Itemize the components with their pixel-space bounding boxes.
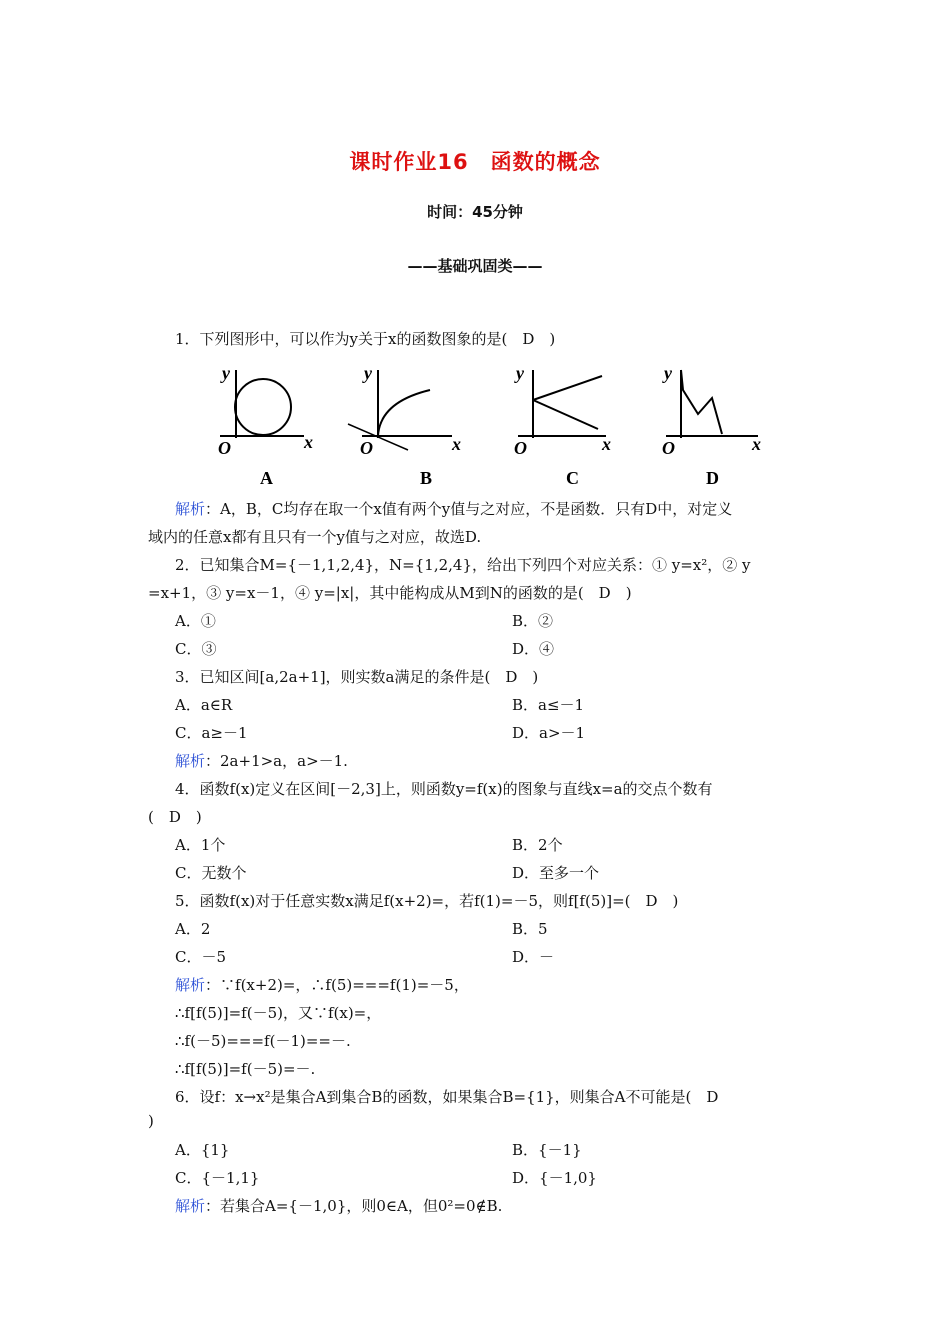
q3-option-d: D．a>－1 bbox=[512, 724, 586, 742]
time-limit: 时间：45分钟 bbox=[427, 203, 523, 221]
q4-stem-line2: ( D ) bbox=[148, 808, 202, 826]
graph-b-y-label: y bbox=[364, 363, 372, 383]
q5-option-c: C．－5 bbox=[175, 948, 227, 966]
section-heading: ——基础巩固类—— bbox=[407, 257, 543, 275]
q1-figures bbox=[200, 362, 770, 492]
q2-option-b: B．② bbox=[512, 612, 554, 630]
graph-c-y-label: y bbox=[516, 363, 524, 383]
q3-option-c: C．a≥－1 bbox=[175, 724, 248, 742]
q1-graphs bbox=[200, 362, 770, 492]
q5-option-b: B．5 bbox=[512, 920, 548, 938]
q4-option-c: C．无数个 bbox=[175, 864, 247, 882]
graph-a bbox=[218, 363, 313, 488]
graph-a-label: A bbox=[260, 468, 273, 488]
graph-d-origin: O bbox=[662, 438, 675, 458]
q2-stem-line1: 2．已知集合M={－1,1,2,4}，N={1,2,4}，给出下列四个对应关系：① y=x²，② y bbox=[175, 556, 751, 574]
graph-c-x-label: x bbox=[602, 434, 611, 454]
graph-a-origin: O bbox=[218, 438, 231, 458]
graph-d-x-label: x bbox=[752, 434, 761, 454]
q6-stem-line1: 6．设f：x→x²是集合A到集合B的函数，如果集合B={1}，则集合A不可能是( D bbox=[175, 1088, 719, 1106]
graph-b-x-label: x bbox=[452, 434, 461, 454]
q6-option-a: A．{1} bbox=[175, 1141, 230, 1159]
analysis-label: 解析 bbox=[175, 500, 206, 518]
graph-b-label: B bbox=[420, 468, 433, 488]
q5-analysis-line3: ∴f(－5)===f(－1)==－. bbox=[175, 1032, 351, 1050]
q6-stem-line2: ) bbox=[148, 1112, 154, 1130]
q4-option-b: B．2个 bbox=[512, 836, 563, 854]
q5-stem: 5．函数f(x)对于任意实数x满足f(x+2)=，若f(1)=－5，则f[f(5)]=( D ) bbox=[175, 892, 679, 910]
q3-stem: 3．已知区间[a,2a+1]，则实数a满足的条件是( D ) bbox=[175, 668, 539, 686]
q6-analysis: 解析：若集合A={－1,0}，则0∈A，但0²=0∉B. bbox=[175, 1197, 503, 1215]
q2-option-a: A．① bbox=[175, 612, 216, 630]
q1-analysis-line1: 解析：A，B，C均存在取一个x值有两个y值与之对应，不是函数．只有D中，对定义 bbox=[175, 500, 733, 518]
q1-stem: 1．下列图形中，可以作为y关于x的函数图象的是( D ) bbox=[175, 330, 556, 348]
q2-option-d: D．④ bbox=[512, 640, 555, 658]
graph-b-origin: O bbox=[360, 438, 373, 458]
graph-d-label: D bbox=[706, 468, 719, 488]
q6-option-d: D．{－1,0} bbox=[512, 1169, 597, 1187]
q2-option-c: C．③ bbox=[175, 640, 217, 658]
graph-d-y-label: y bbox=[664, 363, 672, 383]
graph-a-x-label: x bbox=[304, 432, 313, 452]
q3-analysis: 解析：2a+1>a，a>－1. bbox=[175, 752, 348, 770]
q3-option-b: B．a≤－1 bbox=[512, 696, 585, 714]
graph-c-origin: O bbox=[514, 438, 527, 458]
analysis-label: 解析 bbox=[175, 1197, 206, 1215]
graph-d bbox=[662, 363, 761, 488]
q6-option-b: B．{－1} bbox=[512, 1141, 582, 1159]
graph-c-label: C bbox=[566, 468, 579, 488]
graph-c bbox=[514, 363, 611, 488]
q4-stem-line1: 4．函数f(x)定义在区间[－2,3]上，则函数y=f(x)的图象与直线x=a的交点个数有 bbox=[175, 780, 713, 798]
q4-option-a: A．1个 bbox=[175, 836, 226, 854]
q5-analysis-line1: 解析：∵f(x+2)=，∴f(5)===f(1)=－5， bbox=[175, 976, 469, 994]
q3-option-a: A．a∈R bbox=[175, 696, 233, 714]
q1-analysis-line2: 域内的任意x都有且只有一个y值与之对应，故选D. bbox=[148, 528, 482, 546]
q4-option-d: D．至多一个 bbox=[512, 864, 600, 882]
analysis-label: 解析 bbox=[175, 752, 206, 770]
page-title: 课时作业16 函数的概念 bbox=[349, 150, 601, 174]
q5-analysis-line4: ∴f[f(5)]=f(－5)=－. bbox=[175, 1060, 316, 1078]
graph-b bbox=[348, 363, 461, 488]
q5-option-a: A．2 bbox=[175, 920, 211, 938]
q2-stem-line2: =x+1，③ y=x－1，④ y=|x|，其中能构成从M到N的函数的是( D ) bbox=[148, 584, 632, 602]
analysis-label: 解析 bbox=[175, 976, 206, 994]
q6-option-c: C．{－1,1} bbox=[175, 1169, 260, 1187]
graph-a-y-label: y bbox=[222, 363, 230, 383]
q5-analysis-line2: ∴f[f(5)]=f(－5)，又∵f(x)=， bbox=[175, 1004, 382, 1022]
q5-option-d: D．－ bbox=[512, 948, 555, 966]
